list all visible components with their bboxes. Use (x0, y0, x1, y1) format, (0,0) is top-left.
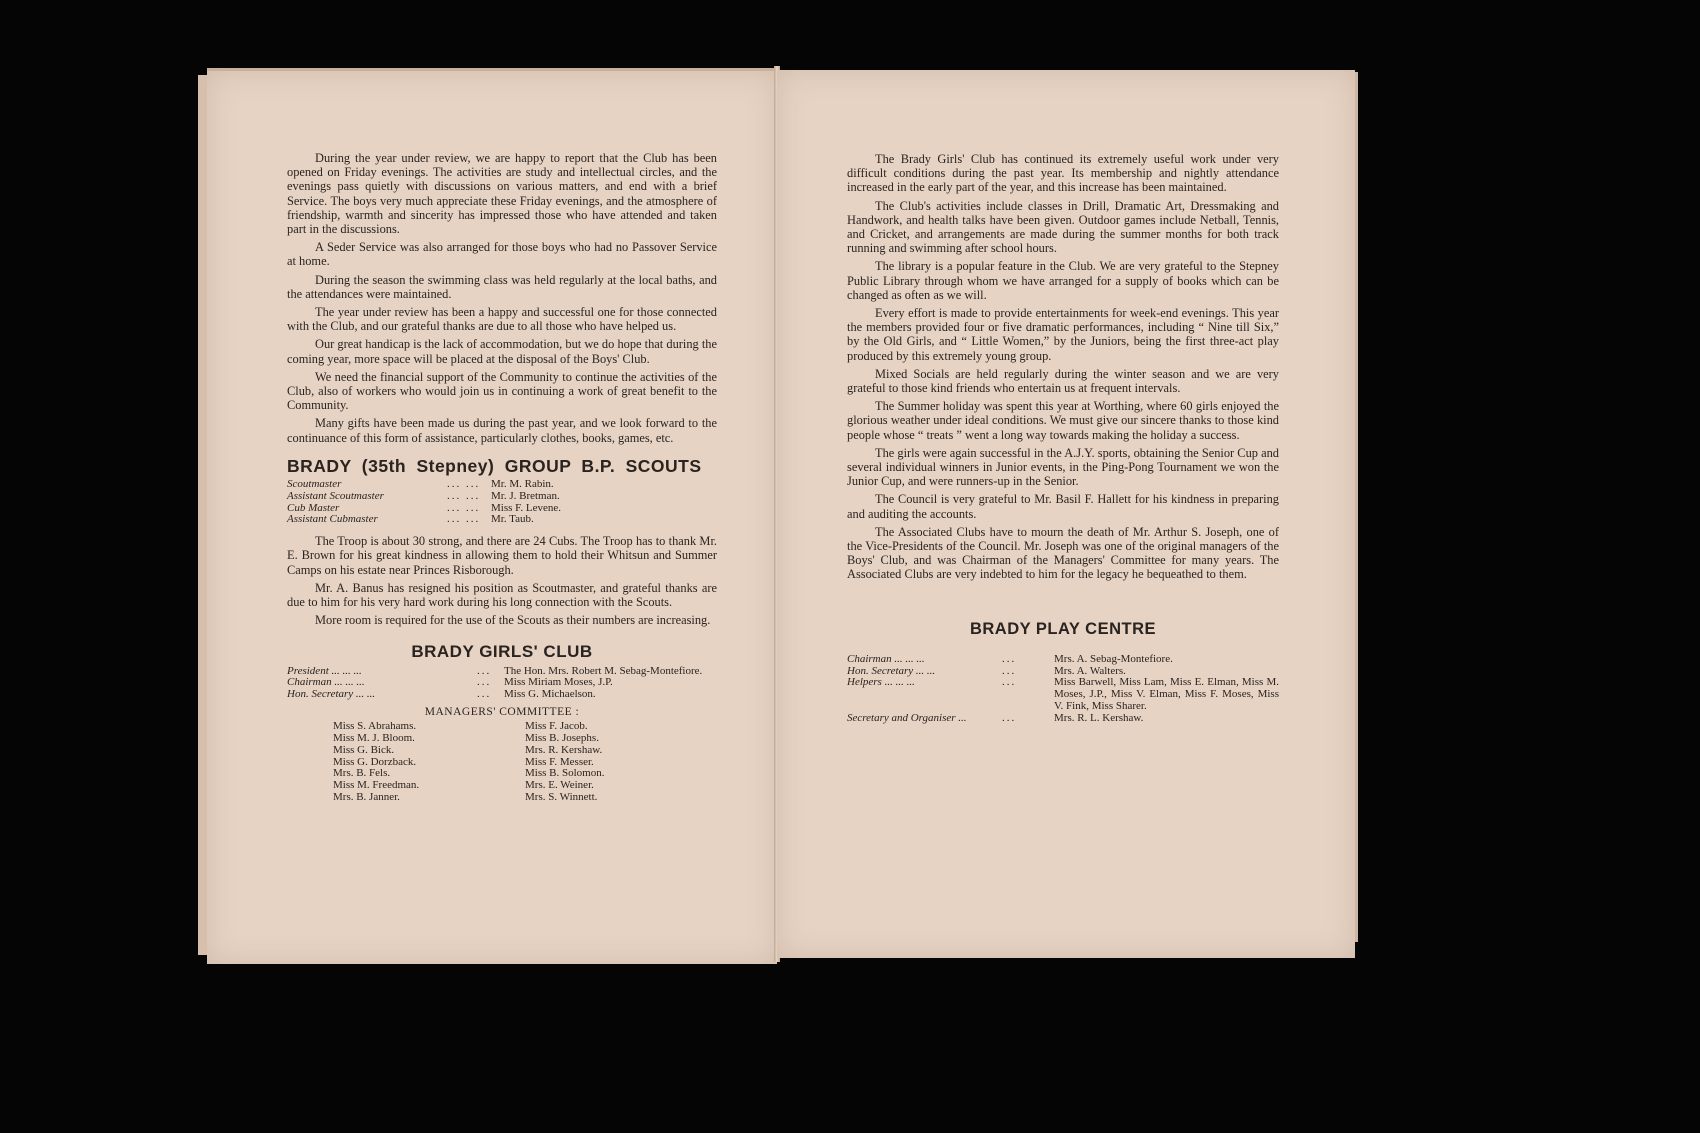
officer-role: Scoutmaster (287, 478, 342, 491)
officer-name: Mr. J. Bretman. (491, 489, 560, 502)
body-paragraph: Many gifts have been made us during the past year, and we look forward to the continuance of this form of assistance, particularly clothes, books, games, etc. (287, 416, 717, 445)
body-paragraph: Every effort is made to provide entertainments for week-end evenings. This year the members provided four or five dramatic performances, including “ Nine till Six,” by the Old Girls, and “ Little Women,” by the Juniors, being the first three-act play produced by this extremely young group. (847, 306, 1279, 363)
officer-name: Mrs. R. L. Kershaw. (1054, 711, 1144, 724)
scouts-paragraph: The Troop is about 30 strong, and there are 24 Cubs. The Troop has to thank Mr. E. Brown for his great kindness in allowing them to hold their Whitsun and Summer Camps on his estate near Princes Risborough. (287, 534, 717, 577)
girls-club-officers (287, 666, 717, 701)
officer-name: Miss G. Michaelson. (504, 688, 596, 701)
officer-name: Miss Barwell, Miss Lam, Miss E. Elman, Miss M. Moses, J.P., Miss V. Elman, Miss F. Moses, Miss V. Fink, Miss Sharer. (1054, 676, 1279, 713)
managers-left-column (333, 721, 525, 804)
manager-name: Mrs. B. Fels. (333, 767, 391, 780)
body-paragraph: The Council is very grateful to Mr. Basil F. Hallett for his kindness in preparing and auditing the accounts. (847, 492, 1279, 521)
officer-dots: ... ... (447, 513, 481, 526)
body-paragraph: During the year under review, we are happy to report that the Club has been opened on Friday evenings. The activities are study and intellectual circles, and the evenings pass quietly with discussions on various matters, and end with a brief Service. The boys very much appreciate these Friday evenings, and the atmosphere of friendship, warmth and sincerity has impressed those who have attended and taken part in the discussions. (287, 151, 717, 237)
body-paragraph: Our great handicap is the lack of accommodation, but we do hope that during the coming year, more space will be placed at the disposal of the Boys' Club. (287, 337, 717, 366)
body-paragraph: A Seder Service was also arranged for those boys who had no Passover Service at home. (287, 240, 717, 269)
manager-name: Mrs. S. Winnett. (525, 791, 598, 804)
officer-dots: ... (477, 664, 492, 677)
managers-right-column (525, 721, 717, 804)
left-column (287, 151, 717, 804)
manager-name: Mrs. B. Janner. (333, 791, 400, 804)
body-paragraph: Mixed Socials are held regularly during the winter season and we are very grateful to those kind friends who entertain us at frequent intervals. (847, 366, 1279, 396)
right-paragraphs (847, 152, 1279, 582)
officer-name: Mrs. A. Sebag-Montefiore. (1054, 652, 1173, 665)
manager-name: Mrs. E. Weiner. (525, 779, 594, 792)
managers-list (287, 721, 717, 804)
officer-role: Assistant Cubmaster (287, 513, 378, 526)
officer-name: Mr. M. Rabin. (491, 478, 554, 491)
officer-name: Mrs. A. Walters. (1054, 664, 1126, 677)
officer-role: Helpers ... ... ... (847, 676, 915, 689)
officer-role: Assistant Scoutmaster (287, 489, 384, 502)
manager-name: Miss M. Freedman. (333, 779, 420, 792)
body-paragraph: The year under review has been a happy and successful one for those connected with the Club, and our grateful thanks are due to all those who have helped us. (287, 305, 717, 334)
manager-name: Miss F. Messer. (525, 755, 594, 768)
body-paragraph: The Brady Girls' Club has continued its extremely useful work under very difficult conditions during the past year. Its membership and nightly attendance increased in the early part of the year, and this increase has been maintained. (847, 152, 1279, 195)
manager-name: Miss F. Jacob. (525, 720, 588, 733)
officer-role: President ... ... ... (287, 664, 362, 677)
officer-dots: ... (1002, 664, 1017, 677)
officer-dots: ... ... (447, 489, 481, 502)
manager-name: Mrs. R. Kershaw. (525, 743, 603, 756)
officer-role: Cub Master (287, 501, 340, 514)
manager-name: Miss B. Solomon. (525, 767, 605, 780)
body-paragraph: The Associated Clubs have to mourn the death of Mr. Arthur S. Joseph, one of the Vice-Presidents of the Council. Mr. Joseph was one of the original managers of the Boys' Club, and was Chairman of the Managers' Committee for many years. The Associated Clubs are very indebted to him for the legacy he bequeathed to them. (847, 524, 1279, 582)
body-paragraph: The library is a popular feature in the Club. We are very grateful to the Stepney Public Library through whom we have arranged for a supply of books which can be changed as often as we will. (847, 259, 1279, 302)
play-centre-officers (847, 654, 1279, 725)
manager-name: Miss G. Bick. (333, 743, 395, 756)
right-column (847, 152, 1279, 725)
officer-name: Mr. Taub. (491, 513, 534, 526)
scouts-paragraph: More room is required for the use of the Scouts as their numbers are increasing. (315, 613, 711, 628)
scouts-officers (287, 479, 717, 526)
officer-role: Hon. Secretary ... ... (847, 664, 936, 677)
officer-dots: ... (1002, 652, 1017, 665)
manager-name: Miss S. Abrahams. (333, 720, 417, 733)
manager-name: Miss B. Josephs. (525, 732, 599, 745)
officer-role: Secretary and Organiser ... (847, 711, 967, 724)
scouts-paragraph: Mr. A. Banus has resigned his position as Scoutmaster, and grateful thanks are due to him for his very hard work during his long connection with the Scouts. (287, 580, 717, 610)
officer-dots: ... (477, 676, 492, 689)
officer-name: The Hon. Mrs. Robert M. Sebag-Montefiore. (504, 664, 703, 677)
left-page (207, 68, 777, 964)
body-paragraph: We need the financial support of the Community to continue the activities of the Club, also of workers who would join us in continuing a work of great benefit to the Community. (287, 369, 717, 413)
manager-name: Miss G. Dorzback. (333, 755, 417, 768)
right-page (777, 70, 1355, 958)
scouts-paragraphs (287, 534, 717, 627)
body-paragraph: During the season the swimming class was held regularly at the local baths, and the attendances were maintained. (287, 272, 717, 301)
managers-committee-title: MANAGERS' COMMITTEE : (424, 706, 580, 719)
body-paragraph: The Club's activities include classes in Drill, Dramatic Art, Dressmaking and Handwork, and health talks have been given. Outdoor games include Netball, Tennis, and Cricket, and arrangements are made during the summer months for both track running and swimming after school hours. (847, 198, 1279, 256)
officer-role: Hon. Secretary ... ... (287, 688, 376, 701)
scouts-heading: BRADY (35th Stepney) GROUP B.P. SCOUTS (287, 455, 702, 476)
officer-name: Miss F. Levene. (491, 501, 562, 514)
officer-name: Miss Miriam Moses, J.P. (504, 676, 613, 689)
officer-dots: ... ... (447, 501, 481, 514)
left-page-edge (198, 75, 207, 955)
officer-role: Chairman ... ... ... (847, 652, 925, 665)
girls-club-heading: BRADY GIRLS' CLUB (411, 642, 593, 662)
play-centre-heading: BRADY PLAY CENTRE (969, 619, 1157, 638)
body-paragraph: The Summer holiday was spent this year at Worthing, where 60 girls enjoyed the glorious weather under ideal conditions. We must give our sincere thanks to those kind people whose “ treats ” went a long way towards making the holiday a success. (847, 399, 1279, 442)
officer-role: Chairman ... ... ... (287, 676, 365, 689)
officer-dots: ... (1002, 676, 1017, 689)
officer-dots: ... ... (447, 478, 481, 491)
body-paragraph: The girls were again successful in the A.J.Y. sports, obtaining the Senior Cup and several individual winners in Junior events, in the Ping-Pong Tournament we won the Junior Cup, and were runners-up in the Senior. (847, 445, 1279, 489)
manager-name: Miss M. J. Bloom. (333, 732, 415, 745)
left-paragraphs (287, 151, 717, 445)
officer-dots: ... (477, 688, 492, 701)
officer-dots: ... (1002, 711, 1017, 724)
